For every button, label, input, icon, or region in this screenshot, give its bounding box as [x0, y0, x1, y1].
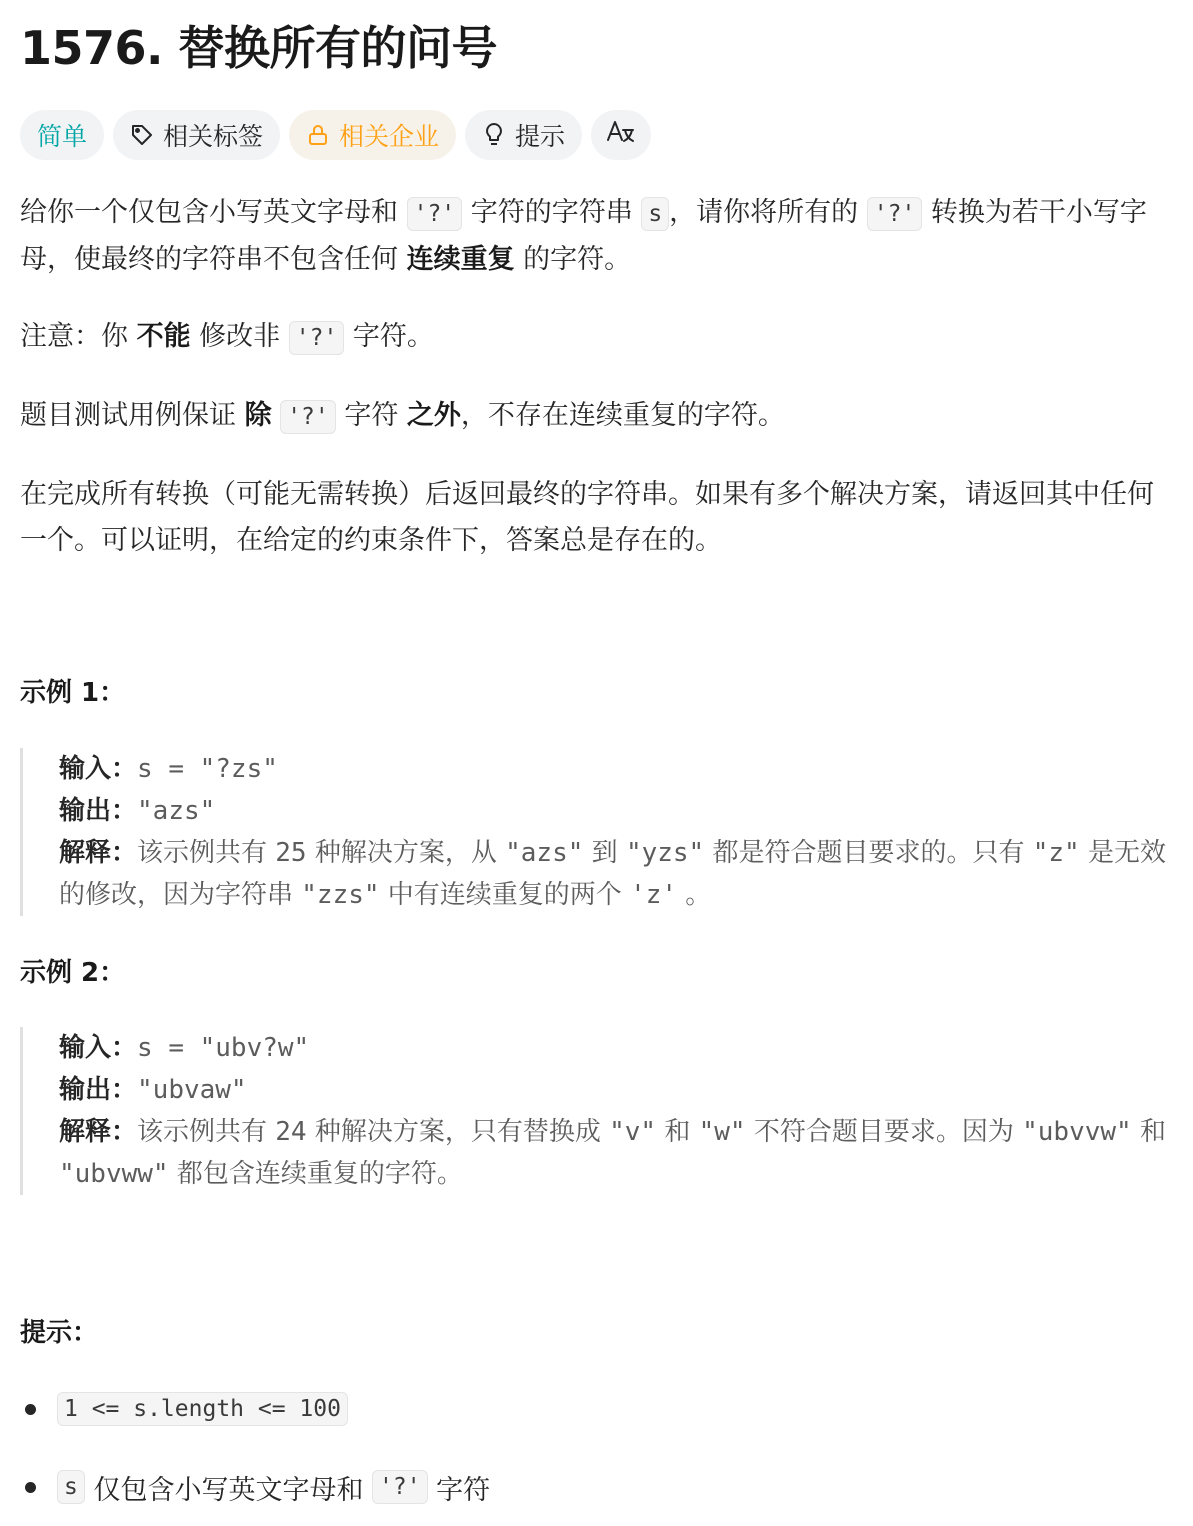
- list-item: [20, 1370, 490, 1448]
- example-2-output-line: [59, 1069, 1173, 1111]
- hint-label: 提示: [515, 122, 566, 151]
- text: 和: [1131, 1117, 1166, 1147]
- explain-label: 解释：: [59, 838, 138, 868]
- text: 转换为若干小写字母，使最终的字符串不包含任何: [20, 197, 1147, 275]
- text: 字符: [335, 400, 407, 431]
- description-paragraph-3: [20, 393, 1173, 440]
- input-value: s = "ubv?w": [137, 1033, 310, 1063]
- input-value: s = "?zs": [137, 754, 278, 784]
- text: ，不存在连续重复的字符。: [460, 400, 785, 431]
- text: 字符: [427, 1474, 491, 1506]
- mono-text: "zzs": [301, 880, 380, 910]
- text: 到: [583, 838, 626, 868]
- example-1-output-line: [59, 790, 1173, 832]
- lock-icon: [306, 123, 330, 147]
- inline-code: '?': [289, 321, 345, 355]
- description-paragraph-1: [20, 190, 1173, 282]
- example-1-block: [20, 748, 1173, 916]
- related-tags-button[interactable]: [113, 110, 280, 160]
- text: 仅包含小写英文字母和: [84, 1474, 373, 1506]
- hint-button[interactable]: [465, 110, 582, 160]
- mono-text: "z": [1032, 838, 1080, 868]
- inline-code: '?': [372, 1470, 428, 1504]
- inline-code: '?': [867, 197, 923, 231]
- lightbulb-icon: [482, 122, 506, 148]
- inline-code: '?': [407, 197, 463, 231]
- mono-text: "ubvvw": [1022, 1117, 1132, 1147]
- mono-text: "v": [609, 1117, 657, 1147]
- example-1-explanation: [59, 832, 1173, 916]
- text: 该示例共有: [137, 838, 276, 868]
- mono-text: "ubvww": [59, 1159, 169, 1189]
- output-label: 输出：: [59, 796, 138, 826]
- related-companies-button[interactable]: [289, 110, 456, 160]
- text: 和: [656, 1117, 699, 1147]
- text: 给你一个仅包含小写英文字母和: [20, 197, 407, 228]
- mono-text: "yzs": [625, 838, 705, 868]
- inline-code: s: [57, 1470, 85, 1504]
- translate-button[interactable]: [591, 110, 651, 160]
- output-value: "ubvaw": [137, 1075, 247, 1105]
- inline-code: s: [641, 197, 669, 231]
- input-label: 输入：: [59, 754, 138, 784]
- description-paragraph-4: 在完成所有转换（可能无需转换）后返回最终的字符串。如果有多个解决方案，请返回其中任何一个。可以证明，在给定的约束条件下，答案总是存在的。: [20, 479, 1154, 556]
- constraints-list: [20, 1370, 490, 1526]
- difficulty-badge: [20, 110, 104, 160]
- text: 。: [677, 880, 712, 910]
- text: 注意：你: [20, 321, 137, 352]
- mono-text: 25: [275, 838, 307, 868]
- text: 该示例共有: [137, 1117, 276, 1147]
- text: 字符。: [344, 321, 434, 352]
- text: 中有连续重复的两个: [379, 880, 631, 910]
- list-item: [20, 1448, 490, 1526]
- bullet: [25, 1482, 36, 1493]
- constraints-title: 提示：: [20, 1318, 99, 1348]
- mono-text: "azs": [505, 838, 584, 868]
- text: 的字符。: [514, 244, 632, 275]
- tag-icon: [130, 123, 154, 147]
- example-1-input-line: [59, 748, 1173, 790]
- inline-code: 1 <= s.length <= 100: [57, 1392, 348, 1426]
- example-2-title: 示例 2：: [20, 958, 126, 988]
- related-companies-label: 相关企业: [339, 122, 440, 151]
- inline-code: '?': [280, 400, 336, 434]
- text: 种解决方案，从: [306, 838, 506, 868]
- text: 种解决方案，只有替换成: [306, 1117, 610, 1147]
- example-2-explanation: [59, 1111, 1173, 1195]
- difficulty-label: 简单: [37, 122, 88, 151]
- text: 都是符合题目要求的。只有: [704, 838, 1033, 868]
- bold-text: 不能: [136, 321, 191, 352]
- example-2-input-line: [59, 1027, 1173, 1069]
- description-paragraph-2: [20, 314, 1173, 361]
- text: 都包含连续重复的字符。: [168, 1159, 463, 1189]
- text: 题目测试用例保证: [20, 400, 245, 431]
- text: 修改非: [190, 321, 289, 352]
- explain-label: 解释：: [59, 1117, 138, 1147]
- output-label: 输出：: [59, 1075, 138, 1105]
- bold-text: 之外: [406, 400, 461, 431]
- text: 不符合题目要求。因为: [745, 1117, 1023, 1147]
- bullet: [25, 1404, 36, 1415]
- mono-text: 'z': [630, 880, 678, 910]
- mono-text: 24: [275, 1117, 307, 1147]
- text: 是无效的修改，因为字符串: [59, 838, 1166, 910]
- page-title: 1576. 替换所有的问号: [20, 21, 498, 75]
- bold-text: 连续重复: [406, 244, 515, 275]
- text: ，请你将所有的: [669, 197, 867, 228]
- translate-icon: [606, 118, 636, 152]
- problem-description: [20, 190, 1173, 564]
- input-label: 输入：: [59, 1033, 138, 1063]
- output-value: "azs": [137, 796, 216, 826]
- bold-text: 除: [244, 400, 272, 431]
- mono-text: "w": [698, 1117, 746, 1147]
- example-1-title: 示例 1：: [20, 678, 126, 708]
- example-2-block: [20, 1027, 1173, 1195]
- tag-row: [20, 110, 651, 160]
- text: 字符的字符串: [462, 197, 642, 228]
- related-tags-label: 相关标签: [163, 122, 264, 151]
